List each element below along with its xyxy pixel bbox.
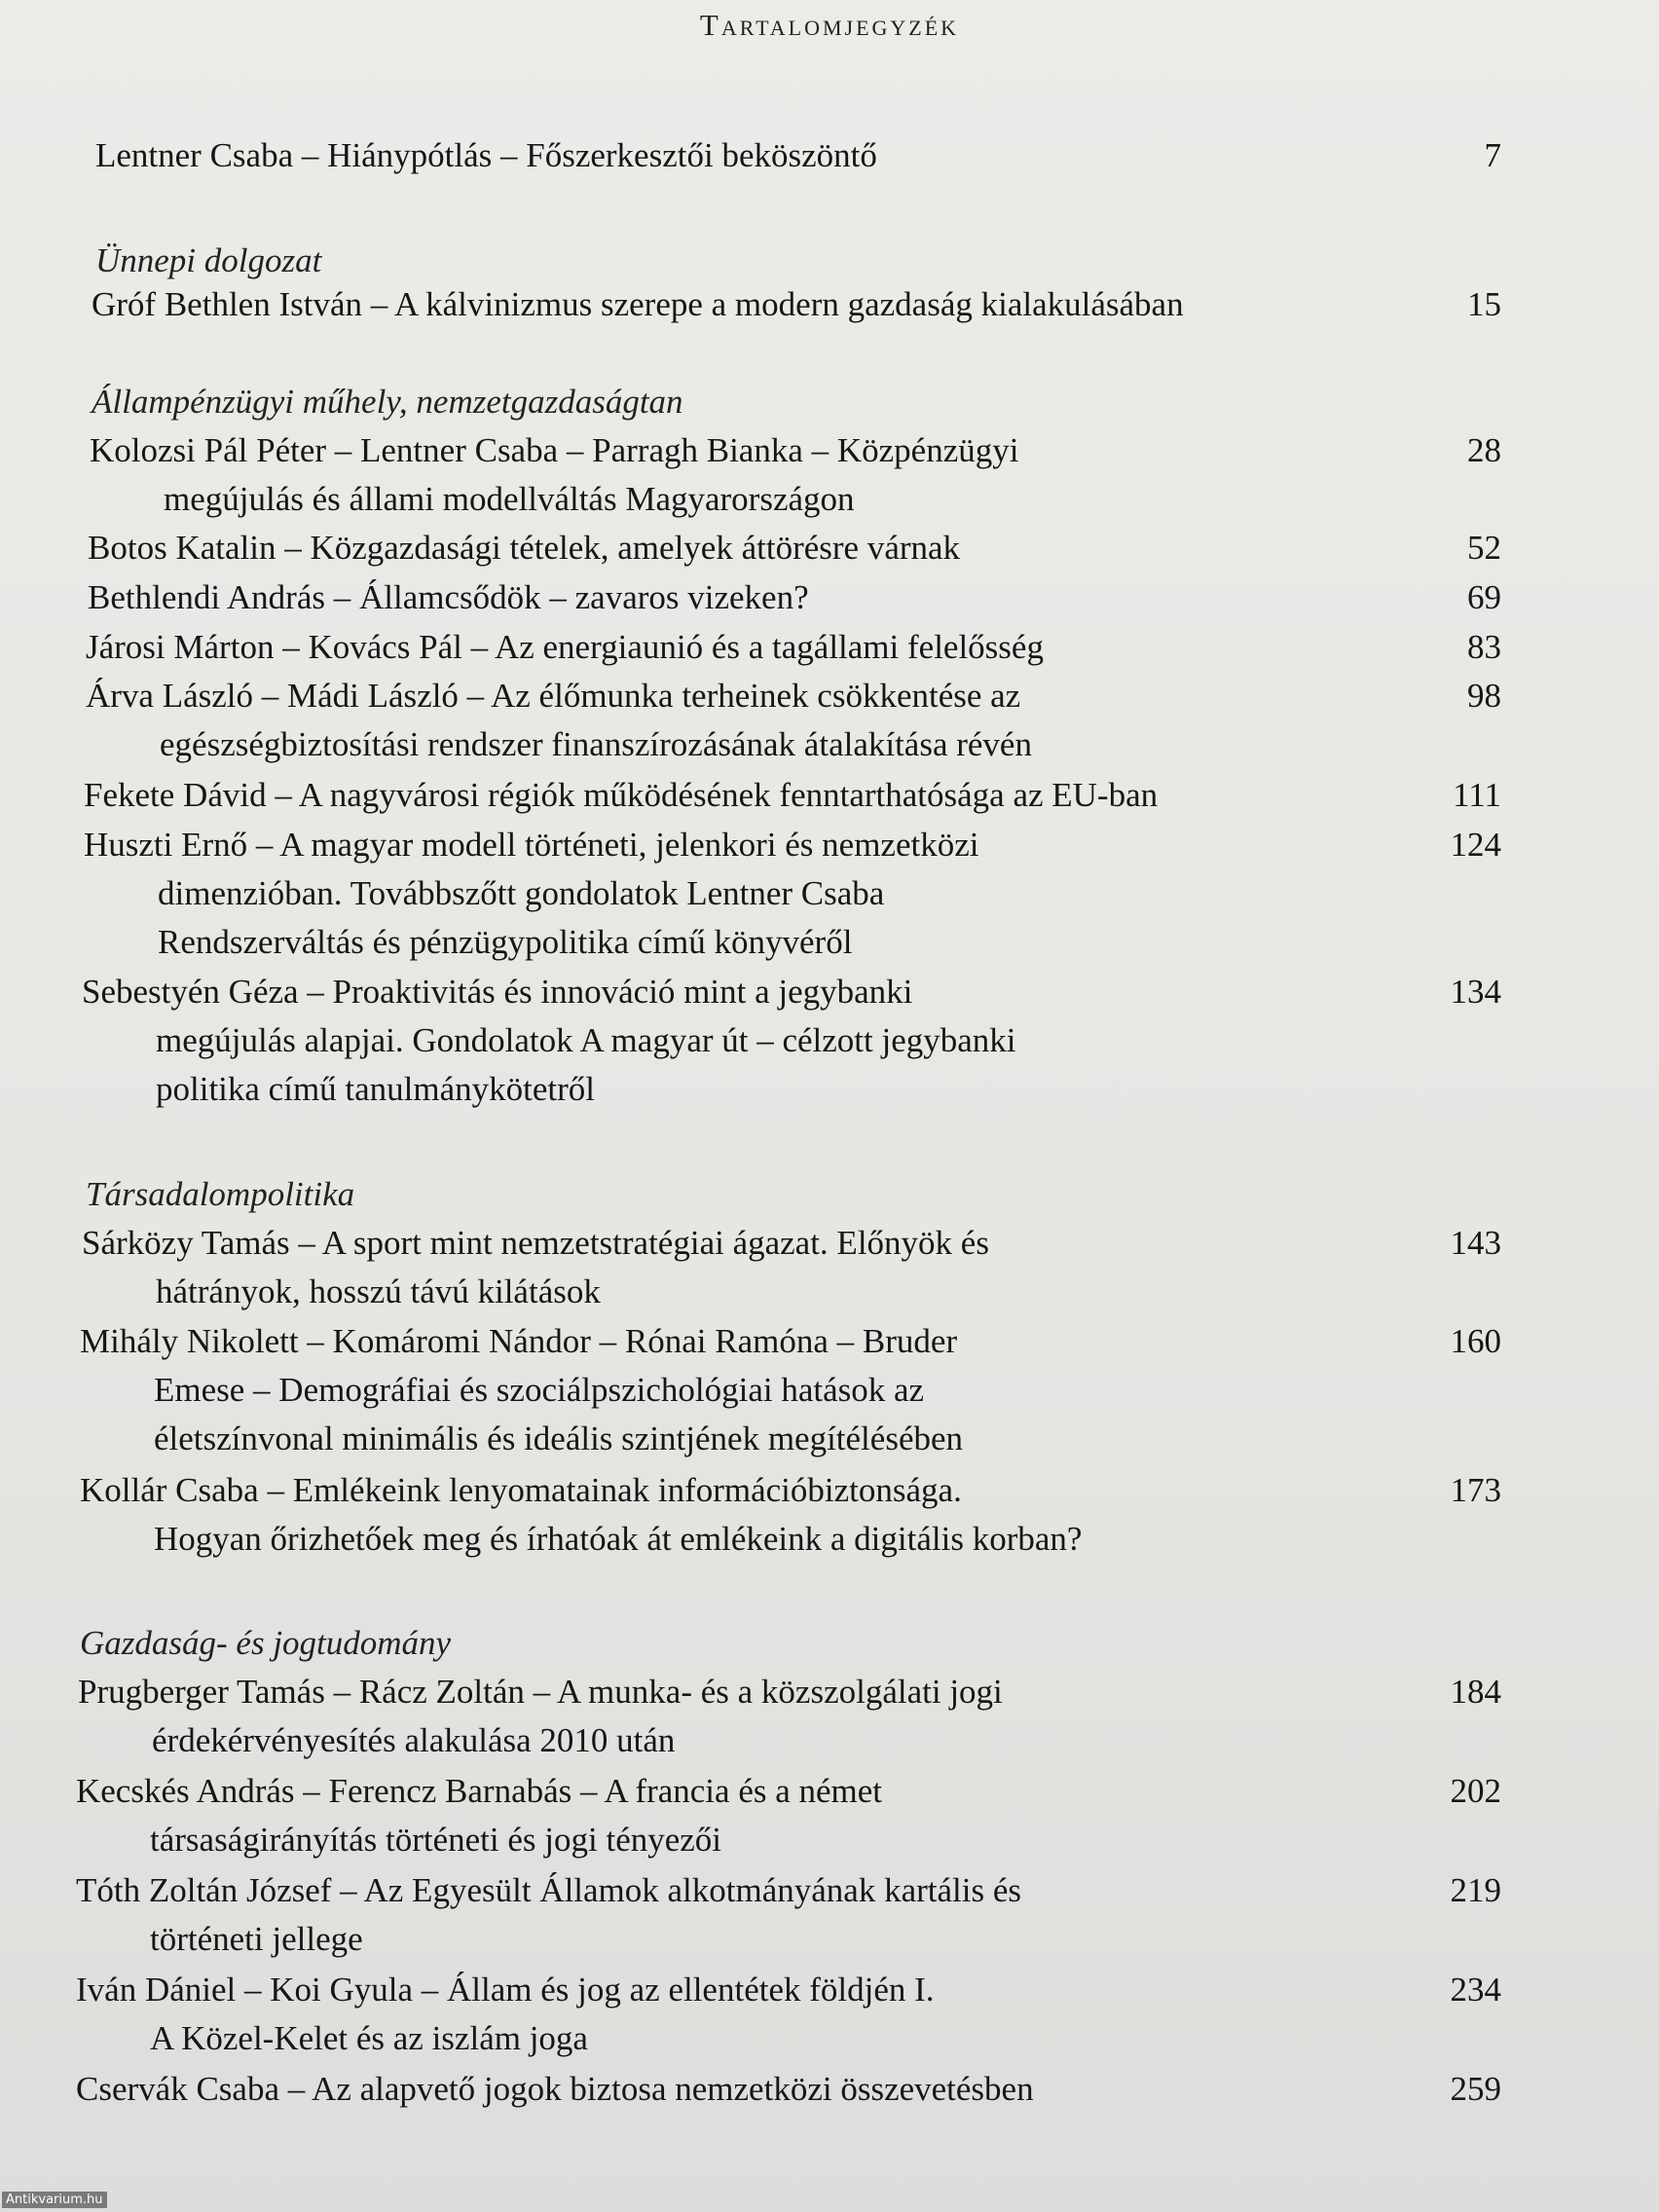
toc-entry-continuation: történeti jellege bbox=[150, 1920, 363, 1958]
toc-entry-title: Fekete Dávid – A nagyvárosi régiók működésének fenntarthatósága az EU-ban bbox=[84, 776, 1159, 814]
toc-page-number: 184 bbox=[1450, 1673, 1501, 1711]
watermark: Antikvarium.hu bbox=[2, 2192, 107, 2208]
toc-entry-title: Kecskés András – Ferencz Barnabás – A francia és a német bbox=[76, 1772, 883, 1810]
toc-entry-title: Tóth Zoltán József – Az Egyesült Államok alkotmányának kartális és bbox=[76, 1871, 1022, 1909]
toc-page-number: 173 bbox=[1450, 1471, 1501, 1509]
toc-entry-continuation: érdekérvényesítés alakulása 2010 után bbox=[152, 1721, 676, 1759]
toc-page-number: 219 bbox=[1450, 1871, 1501, 1909]
page-header: Tartalomjegyzék bbox=[699, 8, 960, 42]
toc-entry-title: Cservák Csaba – Az alapvető jogok biztosa nemzetközi összevetésben bbox=[76, 2070, 1034, 2108]
section-title: Gazdaság- és jogtudomány bbox=[80, 1624, 452, 1662]
toc-entry-title: Sárközy Tamás – A sport mint nemzetstratégiai ágazat. Előnyök és bbox=[82, 1224, 989, 1262]
section-title: Ünnepi dolgozat bbox=[95, 241, 322, 279]
toc-page-number: 83 bbox=[1467, 628, 1501, 666]
toc-entry-title: Sebestyén Géza – Proaktivitás és innováció mint a jegybanki bbox=[82, 973, 913, 1011]
toc-page-number: 143 bbox=[1450, 1224, 1501, 1262]
toc-entry-continuation: Rendszerváltás és pénzügypolitika című könyvéről bbox=[158, 923, 853, 961]
toc-entry-continuation: egészségbiztosítási rendszer finanszírozásának átalakítása révén bbox=[160, 725, 1032, 763]
toc-entry-title: Bethlendi András – Államcsődök – zavaros vizeken? bbox=[88, 578, 809, 616]
toc-entry-title: Iván Dániel – Koi Gyula – Állam és jog az ellentétek földjén I. bbox=[76, 1971, 935, 2009]
toc-entry-title: Mihály Nikolett – Komáromi Nándor – Rónai Ramóna – Bruder bbox=[80, 1322, 958, 1360]
toc-page-number: 28 bbox=[1467, 431, 1501, 469]
toc-entry-continuation: életszínvonal minimális és ideális szintjének megítélésében bbox=[154, 1419, 964, 1457]
toc-entry-title: Prugberger Tamás – Rácz Zoltán – A munka- és a közszolgálati jogi bbox=[78, 1673, 1003, 1711]
toc-entry-title: Huszti Ernő – A magyar modell történeti, jelenkori és nemzetközi bbox=[84, 826, 979, 864]
toc-entry-continuation: Hogyan őrizhetőek meg és írhatóak át emlékeink a digitális korban? bbox=[154, 1520, 1083, 1558]
toc-page-number: 15 bbox=[1467, 285, 1501, 323]
toc-page-number: 259 bbox=[1450, 2070, 1501, 2108]
toc-page-number: 124 bbox=[1450, 826, 1501, 864]
section-title: Állampénzügyi műhely, nemzetgazdaságtan bbox=[92, 383, 683, 421]
toc-entry-title: Lentner Csaba – Hiánypótlás – Főszerkesztői beköszöntő bbox=[95, 136, 877, 174]
toc-entry-continuation: megújulás alapjai. Gondolatok A magyar út – célzott jegybanki bbox=[156, 1021, 1016, 1059]
toc-entry-title: Gróf Bethlen István – A kálvinizmus szerepe a modern gazdaság kialakulásában bbox=[92, 285, 1184, 323]
toc-entry-title: Kollár Csaba – Emlékeink lenyomatainak információbiztonsága. bbox=[80, 1471, 962, 1509]
toc-entry-continuation: dimenzióban. Továbbszőtt gondolatok Lentner Csaba bbox=[158, 874, 885, 912]
toc-entry-title: Árva László – Mádi László – Az élőmunka terheinek csökkentése az bbox=[86, 677, 1021, 715]
toc-page-number: 7 bbox=[1484, 136, 1501, 174]
toc-page-number: 234 bbox=[1450, 1971, 1501, 2009]
toc-entry-title: Botos Katalin – Közgazdasági tételek, amelyek áttörésre várnak bbox=[88, 529, 961, 567]
toc-entry-continuation: hátrányok, hosszú távú kilátások bbox=[156, 1272, 601, 1310]
toc-page-number: 134 bbox=[1450, 973, 1501, 1011]
toc-entry-title: Járosi Márton – Kovács Pál – Az energiaunió és a tagállami felelősség bbox=[86, 628, 1044, 666]
toc-entry-title: Kolozsi Pál Péter – Lentner Csaba – Parragh Bianka – Közpénzügyi bbox=[90, 431, 1019, 469]
toc-entry-continuation: politika című tanulmánykötetről bbox=[156, 1070, 596, 1108]
toc-page-number: 52 bbox=[1467, 529, 1501, 567]
toc-page-number: 202 bbox=[1450, 1772, 1501, 1810]
toc-page-number: 111 bbox=[1453, 776, 1501, 814]
toc-page-number: 69 bbox=[1467, 578, 1501, 616]
toc-page-number: 160 bbox=[1450, 1322, 1501, 1360]
toc-entry-continuation: társaságirányítás történeti és jogi tényezői bbox=[150, 1821, 722, 1859]
toc-entry-continuation: Emese – Demográfiai és szociálpszichológiai hatások az bbox=[154, 1371, 925, 1409]
toc-entry-continuation: A Közel-Kelet és az iszlám joga bbox=[150, 2019, 588, 2057]
toc-page-number: 98 bbox=[1467, 677, 1501, 715]
toc-entry-continuation: megújulás és állami modellváltás Magyarországon bbox=[164, 480, 855, 518]
section-title: Társadalompolitika bbox=[86, 1175, 355, 1213]
